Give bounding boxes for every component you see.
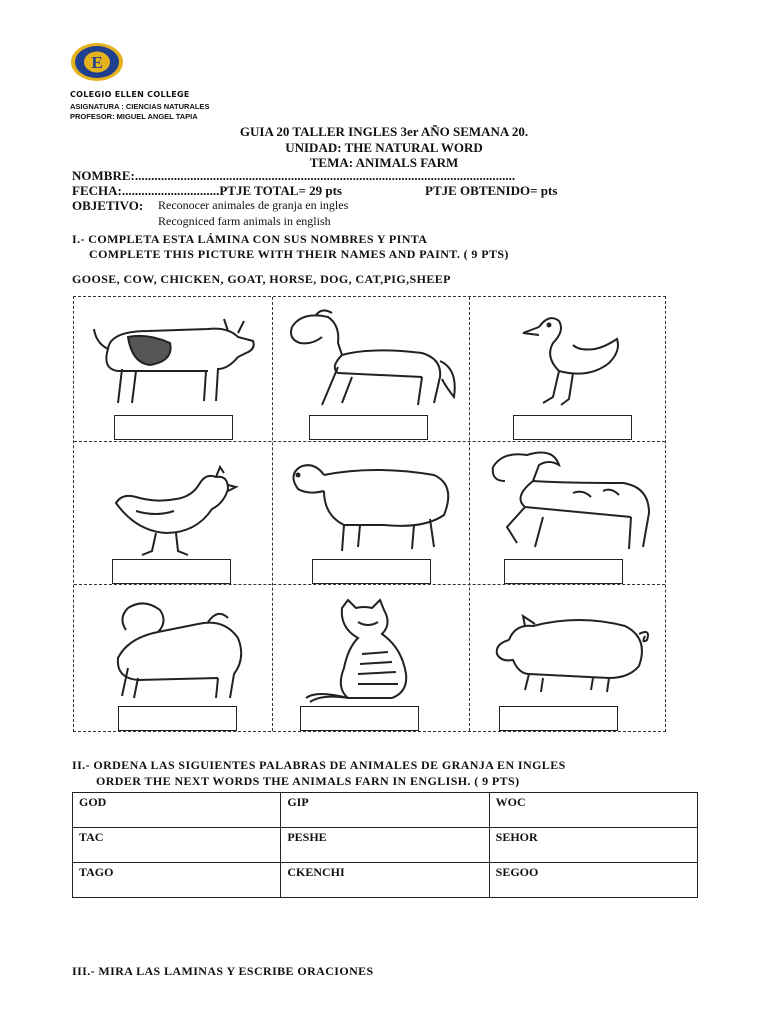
cat-icon <box>302 598 442 708</box>
animal-picture-grid <box>73 296 666 732</box>
name-field[interactable]: NOMBRE:..................................................................................................................... <box>72 168 516 183</box>
goose-icon <box>509 307 629 413</box>
goat-name-box[interactable] <box>504 559 623 584</box>
table-cell[interactable]: GOD <box>73 793 281 828</box>
section1-title-en: COMPLETE THIS PICTURE WITH THEIR NAMES AND PAINT. ( 9 PTS) <box>89 247 509 261</box>
table-cell[interactable]: WOC <box>489 793 697 828</box>
table-cell[interactable]: TAC <box>73 828 281 863</box>
cow-name-box[interactable] <box>114 415 233 440</box>
goat-icon <box>483 447 659 557</box>
guide-title: GUIA 20 TALLER INGLES 3er AÑO SEMANA 20. <box>239 124 529 139</box>
sheep-name-box[interactable] <box>312 559 431 584</box>
cow-cell <box>74 297 272 441</box>
horse-name-box[interactable] <box>309 415 428 440</box>
section1-title-es: I.- COMPLETA ESTA LÁMINA CON SUS NOMBRES Y PINTA <box>72 232 428 246</box>
table-cell[interactable]: CKENCHI <box>281 863 489 898</box>
chicken-icon <box>96 463 246 563</box>
word-order-table <box>72 792 698 898</box>
horse-icon <box>282 307 462 411</box>
cat-cell <box>272 584 469 731</box>
school-name: COLEGIO ELLEN COLLEGE <box>70 90 190 99</box>
school-logo <box>70 42 124 82</box>
table-cell[interactable]: GIP <box>281 793 489 828</box>
cat-name-box[interactable] <box>300 706 419 731</box>
section2-title-en: ORDER THE NEXT WORDS THE ANIMALS FARN IN ENGLISH. ( 9 PTS) <box>96 774 520 788</box>
table-cell[interactable]: SEHOR <box>489 828 697 863</box>
dog-icon <box>98 598 248 702</box>
dog-cell <box>74 584 272 731</box>
horse-cell <box>272 297 469 441</box>
table-cell[interactable]: TAGO <box>73 863 281 898</box>
sheep-icon <box>284 455 459 555</box>
dog-name-box[interactable] <box>118 706 237 731</box>
chicken-cell <box>74 441 272 584</box>
objective-es: Reconocer animales de granja en ingles <box>158 198 349 212</box>
table-cell[interactable]: PESHE <box>281 828 489 863</box>
cow-icon <box>88 309 258 409</box>
pig-name-box[interactable] <box>499 706 618 731</box>
date-field[interactable]: FECHA:..............................PTJE TOTAL= 29 pts <box>72 183 342 198</box>
table-cell[interactable]: SEGOO <box>489 863 697 898</box>
section3-title: III.- MIRA LAS LAMINAS Y ESCRIBE ORACIONES <box>72 964 374 978</box>
objective-label: OBJETIVO: <box>72 198 144 213</box>
goose-name-box[interactable] <box>513 415 632 440</box>
table-row <box>73 793 698 828</box>
objective-en: Recogniced farm animals in english <box>158 214 331 228</box>
unit-title: UNIDAD: THE NATURAL WORD <box>285 140 483 155</box>
sheep-cell <box>272 441 469 584</box>
topic-title: TEMA: ANIMALS FARM <box>309 155 459 170</box>
pig-icon <box>489 614 655 694</box>
table-row <box>73 863 698 898</box>
table-row <box>73 828 698 863</box>
goose-cell <box>469 297 665 441</box>
pig-cell <box>469 584 665 731</box>
chicken-name-box[interactable] <box>112 559 231 584</box>
subject-line: ASIGNATURA : CIENCIAS NATURALES <box>70 102 210 111</box>
score-obtained: PTJE OBTENIDO= pts <box>425 183 558 198</box>
goat-cell <box>469 441 665 584</box>
svg-text:E: E <box>91 53 103 72</box>
word-bank: GOOSE, COW, CHICKEN, GOAT, HORSE, DOG, CAT,PIG,SHEEP <box>72 272 451 286</box>
section2-title-es: II.- ORDENA LAS SIGUIENTES PALABRAS DE ANIMALES DE GRANJA EN INGLES <box>72 758 566 772</box>
teacher-line: PROFESOR: MIGUEL ANGEL TAPIA <box>70 112 198 121</box>
